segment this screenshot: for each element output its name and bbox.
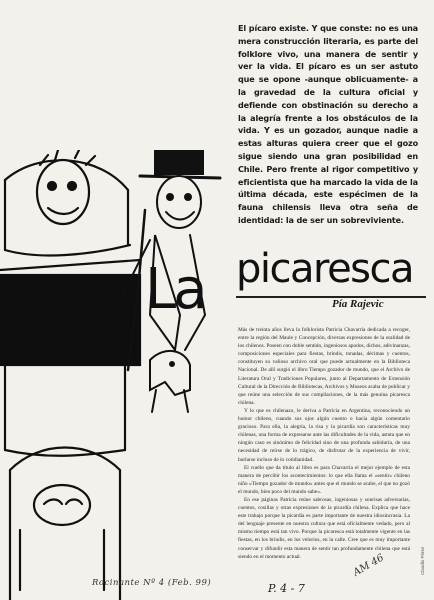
handwritten-source: Rocinante Nº 4 (Feb. 99) (92, 578, 212, 588)
article-body (238, 326, 410, 561)
title-la: La (145, 257, 205, 322)
paragraph-3: El cuello que da título al libro es para Chavarría el mejor ejemplo de esta manera de percibir los acontecimientos: lo que ella llama el «sentir» chileno niño «Tiempo gozador de mundo» antes que el mundo se acabe, el que no gozó el mundo, bien poco del mundo sabe». (238, 464, 410, 495)
paragraph-1: Más de treinta años lleva la folklorista Patricia Chavarría dedicada a recoger, entre la región del Maule y Concepción, diversas expresiones de la oralidad de los chilenos. Poseen con doble sentido, ingeniosos apodos, dichos, adivinanzas, composiciones especiales para fiestas, brindis, tonadas, décimas y cuentos, constituyen su valioso archivo oral que puede actualmente en la Biblioteca Nacional. De allí surgió el libro Tiempo gozador de mundo, que el Archivo de Literatura Oral y Tradiciones Populares, junto al Departamento de Extensión Cultural de la Dirección de Bibliotecas, Archivos y Museos acaba de publicar y que reúne una selección de sus compilaciones, de la más genuina picaresca chilena. (238, 327, 410, 406)
page-reference: P. 4 - 7 (268, 582, 305, 595)
byline: Pía Rajevic (332, 298, 384, 310)
title-rule (236, 296, 426, 298)
title-picaresca: picaresca (236, 246, 414, 292)
illustration-credit: Claudio Pérez (420, 546, 425, 575)
paragraph-2: Y lo que es chilenazo, le deriva a Patricia en Argentina, reconociendo un humor chileno, cuando sus ojos algún cuento o hacía algún comentario gracioso. Para ella, la alegría, la risa y la picardía son características muy chilenas, una forma de expresarse ante las dificultades de la vida, astuta que en ningún caso es sinónimo de felicidad sino de una profunda sabiduría, de una necesidad de reírse de lo trágico, de disfrutar de la experiencia de vivir, burlarse incluso de lo cotidianidad. (238, 407, 410, 463)
margin-mark: AM 46 (351, 552, 386, 579)
intro-paragraph: El pícaro existe. Y que conste: no es una mera construcción literaria, es parte del folklore vivo, una manera de sentir y ver la vida. El pícaro es un ser astuto que se opone -aunque oblicuamente- a la gravedad de la cultura oficial y defiende con obstinación su derecho a la alegría frente a los obstáculos de la vida. Y es un gozador, aunque nadie a estas alturas quiera creer que el gozo sigue siendo una gran posibilidad en Chile. Pero frente al rigor competitivo y eficientista que ha marcado la vida de la última década, este espécimen de la fauna chilensis lleva otra seña de identidad: la de ser un sobreviviente. (238, 23, 418, 225)
paragraph-4: En ese páginas Patricia reúne sabrosas, ingeniosas y sonrisas adversarias, cuentos, cosillas y otras expresiones de la picardía chilena. Explica que hace este trabajo porque la picardía es parte importante de nuestra idiosincrasia. La del lenguaje presente en nuestra cultura que está oficialmente vedado, pero al mismo tiempo está tan vivo. Porque la picaresca está totalmente vigente en las fiestas, en los brindis, en los velorios, en la calle. Cree que es muy importante conservar y difundir esta manera de sentir tan profundamente chilena que está siendo en el momento actual. (238, 496, 410, 560)
illustration (0, 150, 240, 600)
